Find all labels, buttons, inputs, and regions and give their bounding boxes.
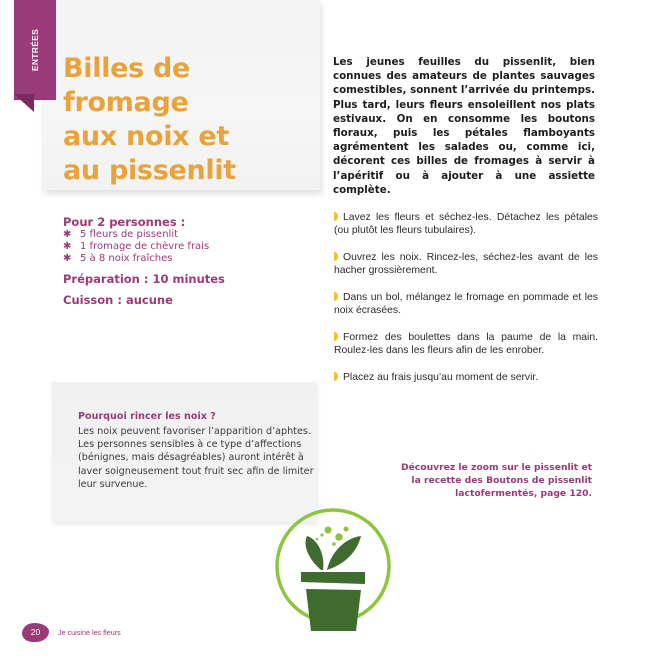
- asterisk-bullet-icon: ✱: [63, 229, 72, 240]
- step-item: [334, 371, 598, 384]
- asterisk-bullet-icon: ✱: [63, 253, 72, 264]
- ingredient-item: [63, 229, 303, 241]
- step-item: [334, 291, 598, 317]
- ingredient-list: [63, 229, 303, 265]
- tip-body: Les noix peuvent favoriser l’apparition d’aphtes. Les personnes sensibles à ce type d’affections (bénignes, mais désagréables) auront intérêt à laver soigneusement tout fruit sec afin de limiter leur survenue.: [78, 426, 314, 490]
- half-circle-marker-icon: [334, 292, 338, 301]
- title-line-3: au pissenlit: [63, 155, 236, 186]
- ingredient-item: [63, 241, 303, 253]
- half-circle-marker-icon: [334, 252, 338, 261]
- cooking-time: Cuisson : aucune: [63, 293, 173, 307]
- step-item: [334, 331, 598, 357]
- preparation-time: Préparation : 10 minutes: [63, 272, 225, 286]
- ingredients-block: [63, 216, 303, 307]
- title-line-2: aux noix et: [63, 121, 230, 152]
- title-line-1: Billes de fromage: [63, 53, 191, 118]
- half-circle-marker-icon: [334, 212, 338, 221]
- half-circle-marker-icon: [334, 372, 338, 381]
- recipe-intro: Les jeunes feuilles du pissenlit, bien connues des amateurs de plantes sauvages comestibles, sonnent l’arrivée du printemps. Plus tard, leurs fleurs ensoleillent nos plats estivaux. On en consomme les boutons floraux, puis les pétales flamboyants agrémentent les salades ou, comme ici, décorent ces billes de fromages à servir à l’apéritif ou à ajouter à une assiette complète.: [333, 56, 595, 196]
- asterisk-bullet-icon: ✱: [63, 241, 72, 252]
- step-item: [334, 251, 598, 277]
- ingredient-text: 1 fromage de chèvre frais: [80, 241, 210, 252]
- step-text: Ouvrez les noix. Rincez-les, séchez-les avant de les hacher grossièrement.: [334, 252, 598, 276]
- ingredient-item: [63, 253, 303, 265]
- recipe-title: [63, 52, 323, 188]
- book-title: Je cuisine les fleurs: [58, 628, 121, 637]
- tip-title: Pourquoi rincer les noix ?: [78, 411, 216, 422]
- half-circle-marker-icon: [334, 332, 338, 341]
- cross-reference: Découvrez le zoom sur le pissenlit et la recette des Boutons de pissenlit lactofermentés, page 120.: [400, 462, 592, 499]
- step-item: [334, 211, 598, 237]
- step-text: Lavez les fleurs et séchez-les. Détachez les pétales (ou plutôt les fleurs tubulaires).: [334, 212, 598, 236]
- page-number: 20: [22, 623, 49, 642]
- ribbon-fold: [14, 94, 34, 112]
- recipe-steps: [334, 211, 598, 398]
- ingredient-text: 5 fleurs de pissenlit: [80, 229, 179, 240]
- step-text: Placez au frais jusqu’au moment de servir.: [343, 372, 539, 383]
- potted-plant-icon: [265, 500, 401, 636]
- step-text: Dans un bol, mélangez le fromage en pommade et les noix écrasées.: [334, 292, 598, 316]
- step-text: Formez des boulettes dans la paume de la main. Roulez-les dans les fleurs afin de les enrober.: [334, 332, 598, 356]
- ingredient-text: 5 à 8 noix fraîches: [80, 253, 173, 264]
- section-label: ENTRÉES: [30, 28, 40, 72]
- servings-heading: Pour 2 personnes :: [63, 215, 186, 229]
